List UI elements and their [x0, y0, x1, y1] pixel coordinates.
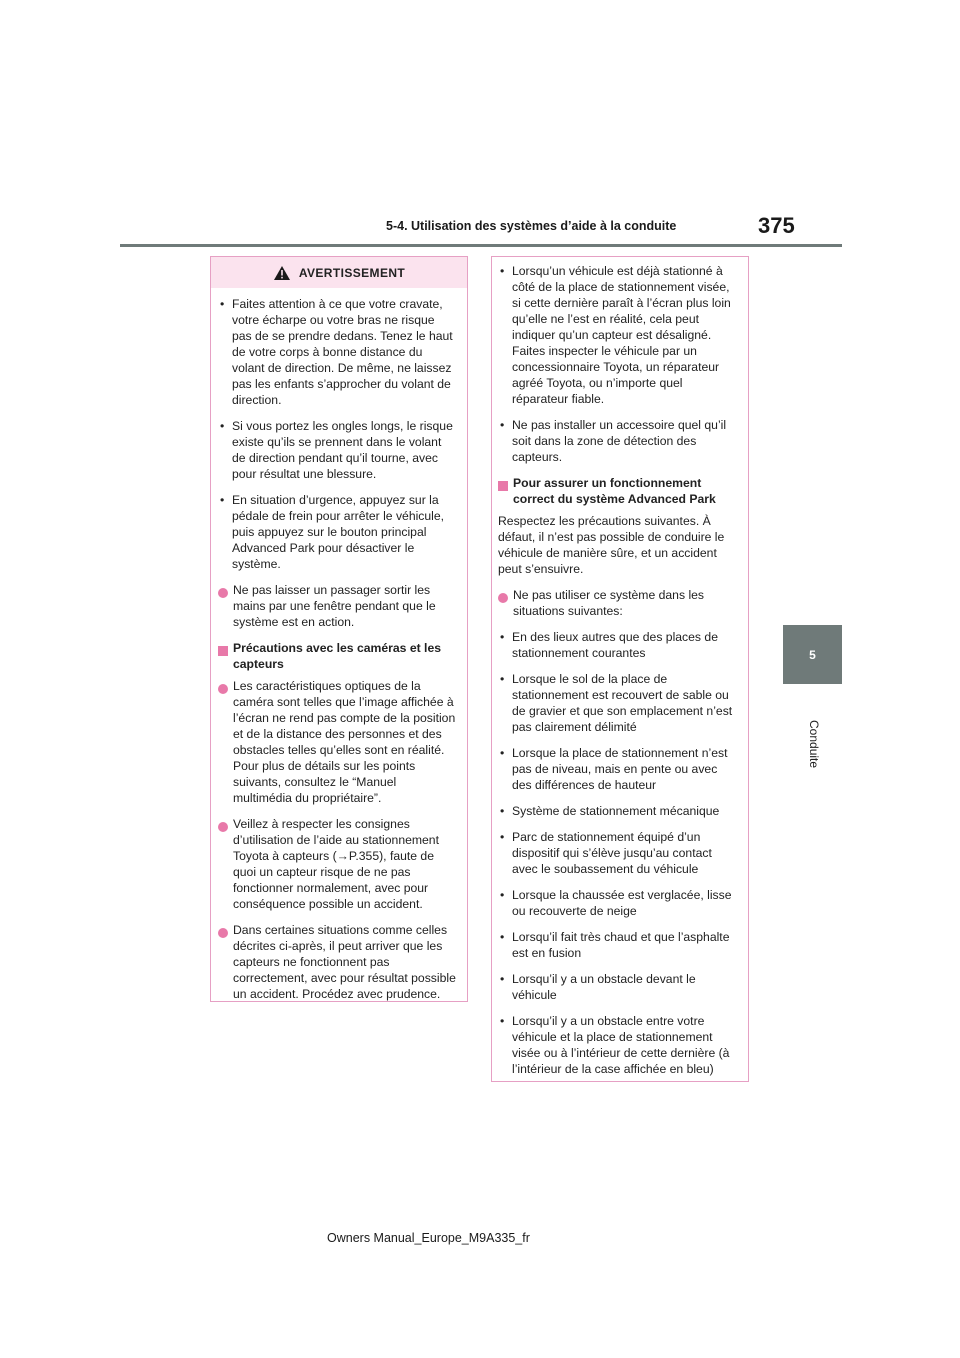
- warning-triangle-icon: [273, 265, 291, 281]
- paragraph: [498, 513, 740, 577]
- bullet-item: [498, 263, 740, 407]
- square-bullet-icon: [498, 475, 513, 507]
- warning-header: [211, 257, 467, 288]
- page-number: 375: [758, 213, 795, 238]
- warning-box: [210, 256, 468, 1002]
- item-text: Parc de stationnement équipé d’un dispositif qui s’élève jusqu’au contact avec le soubassement du véhicule: [512, 830, 712, 876]
- item-text: Les caractéristiques optiques de la caméra sont telles que l’image affichée à l’écran ne rend pas compte de la position et de la distance des personnes et des obstacles telles qu’elles sont en réalité. Pour plus de détails sur les points suivants, consultez le “Manuel multimédia du propriétaire”.: [233, 679, 456, 805]
- item-text: Précautions avec les caméras et les capteurs: [233, 641, 441, 671]
- subheading: [498, 475, 740, 507]
- item-text: En situation d’urgence, appuyez sur la pédale de frein pour arrêter le véhicule, puis appuyez sur le bouton principal Advanced Park pour désactiver le système.: [232, 493, 445, 571]
- bullet-item: [218, 418, 457, 482]
- item-text: Système de stationnement mécanique: [512, 804, 720, 818]
- square-bullet-icon: [218, 640, 233, 672]
- bullet-item: [218, 296, 457, 408]
- bullet-marker: •: [500, 930, 505, 944]
- circle-bullet-icon: [218, 816, 233, 912]
- circle-bullet-icon: [218, 582, 233, 630]
- bullet-item: [498, 971, 740, 1003]
- item-text: Pour assurer un fonctionnement correct du système Advanced Park: [513, 476, 716, 506]
- item-text: Respectez les précautions suivantes. À défaut, il n’est pas possible de conduire le véhicule de manière sûre, et un accident peut s’ensuivre.: [498, 514, 725, 576]
- bullet-marker: •: [220, 493, 225, 507]
- bullet-marker: •: [500, 630, 505, 644]
- bullet-marker: •: [220, 297, 225, 311]
- bullet-marker: •: [500, 1014, 505, 1028]
- bullet-marker: •: [220, 419, 225, 433]
- circle-item: [218, 816, 457, 912]
- bullet-item: [498, 887, 740, 919]
- item-text: Dans certaines situations comme celles décrites ci-après, il peut arriver que les capteurs ne fonctionnent pas correctement, avec pour résultat possible un accident. Procédez avec prudence.: [233, 923, 456, 1001]
- circle-bullet-icon: [218, 922, 233, 1002]
- circle-bullet-icon: [218, 678, 233, 806]
- bullet-item: [498, 1013, 740, 1077]
- bullet-item: [498, 417, 740, 465]
- bullet-marker: •: [500, 888, 505, 902]
- circle-item: [218, 922, 457, 1002]
- item-text: Lorsque la chaussée est verglacée, lisse ou recouverte de neige: [512, 888, 732, 918]
- bullet-item: [498, 629, 740, 661]
- item-text: Lorsqu’il fait très chaud et que l’asphalte est en fusion: [512, 930, 730, 960]
- continuation-box: [491, 256, 749, 1082]
- circle-item: [218, 582, 457, 630]
- footer-text: Owners Manual_Europe_M9A335_fr: [327, 1231, 530, 1245]
- circle-item: [218, 678, 457, 806]
- header-rule: [120, 244, 842, 247]
- item-text: Lorsque le sol de la place de stationnement est recouvert de sable ou de gravier et que son emplacement n’est pas clairement délimité: [512, 672, 733, 734]
- bullet-item: [498, 929, 740, 961]
- chapter-tab[interactable]: 5: [783, 625, 842, 684]
- item-text: Ne pas utiliser ce système dans les situations suivantes:: [513, 588, 705, 618]
- item-text: Si vous portez les ongles longs, le risque existe qu’ils se prennent dans le volant de direction pendant qu’il tourne, avec pour résultat une blessure.: [232, 419, 453, 481]
- warning-list: [211, 288, 467, 1002]
- warning-title: AVERTISSEMENT: [298, 265, 406, 280]
- circle-bullet-icon: [498, 587, 513, 619]
- chapter-label: Conduite: [807, 720, 821, 769]
- bullet-item: [498, 671, 740, 735]
- bullet-marker: •: [500, 804, 505, 818]
- bullet-marker: •: [500, 418, 505, 432]
- item-text: En des lieux autres que des places de stationnement courantes: [512, 630, 718, 660]
- bullet-marker: •: [500, 672, 505, 686]
- item-text: Veillez à respecter les consignes d’utilisation de l’aide au stationnement Toyota à capteurs (→P.355), faute de quoi un capteur risque de ne pas fonctionner normalement, avec pour conséquence possible un accident.: [233, 817, 439, 911]
- bullet-marker: •: [500, 972, 505, 986]
- bullet-item: [498, 803, 740, 819]
- bullet-item: [498, 829, 740, 877]
- item-text: Faites attention à ce que votre cravate, votre écharpe ou votre bras ne risque pas de se prendre dedans. Tenez le haut de votre corps à bonne distance du volant de direction. De même, ne laissez pas les enfants s’approcher du volant de direction.: [232, 297, 453, 407]
- bullet-marker: •: [500, 830, 505, 844]
- item-text: Ne pas laisser un passager sortir les mains par une fenêtre pendant que le système est en action.: [233, 583, 436, 629]
- item-text: Lorsqu’un véhicule est déjà stationné à côté de la place de stationnement visée, si cette dernière paraît à l’écran plus loin qu’elle ne l’est en réalité, cela peut indiquer qu’un capteur est désaligné. Faites inspecter le véhicule par un concessionnaire Toyota, un réparateur agréé Toyota, ou n’importe quel réparateur fiable.: [512, 264, 731, 406]
- item-text: Lorsque la place de stationnement n’est pas de niveau, mais en pente ou avec des différences de hauteur: [512, 746, 728, 792]
- section-title: 5-4. Utilisation des systèmes d’aide à la conduite: [386, 219, 677, 233]
- bullet-item: [498, 745, 740, 793]
- bullet-marker: •: [500, 746, 505, 760]
- item-text: Ne pas installer un accessoire quel qu’il soit dans la zone de détection des capteurs.: [512, 418, 727, 464]
- bullet-marker: •: [500, 264, 505, 278]
- circle-item: [498, 587, 740, 619]
- item-text: Lorsqu’il y a un obstacle entre votre véhicule et la place de stationnement visée ou à l’intérieur de cette dernière (à l’intérieur de la case affichée en bleu): [512, 1014, 730, 1076]
- subheading: [218, 640, 457, 672]
- item-text: Lorsqu’il y a un obstacle devant le véhicule: [512, 972, 696, 1002]
- bullet-item: [218, 492, 457, 572]
